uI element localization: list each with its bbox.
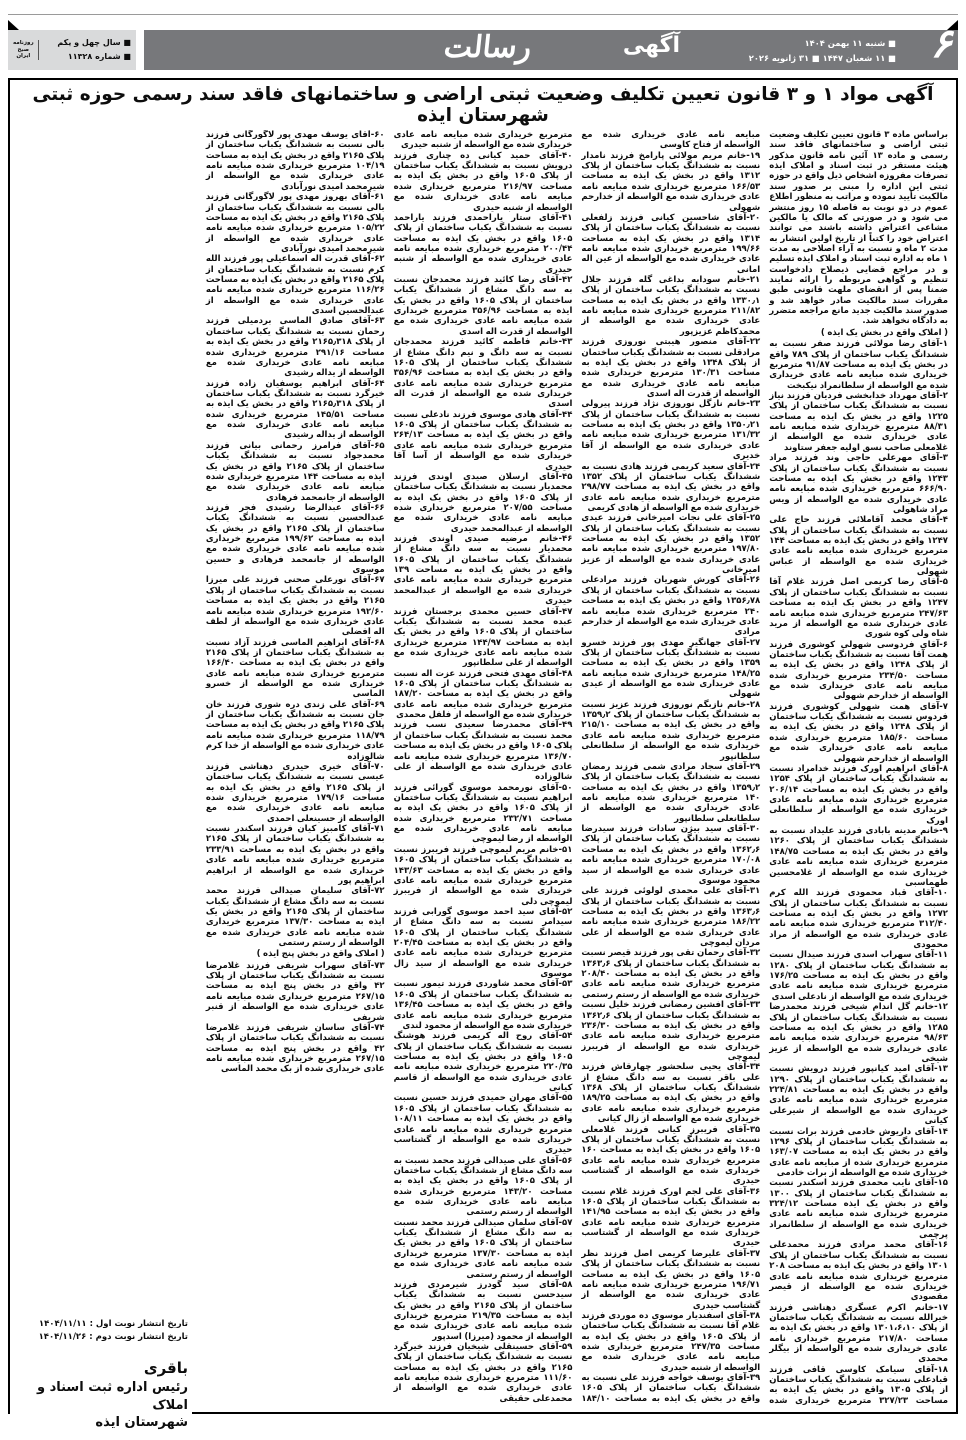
signatory-name: باقری xyxy=(143,1359,188,1378)
notice-entry: ۵۲-آقای سید احمد موسوی گورابی فرزند سیدامر نسبت به سه دانگ مشاع از ششدانگ یکباب ساختمان از پلاک ۱۶۰۵ واقع در بخش یک ایذه به مساحت ۲۰۴/۴۵ مترمربع خریداری شده مبایعه نامه عادی خریداری شده مع الواسطه از سید زال موسوی xyxy=(393,906,573,980)
notice-entry: ۳-آقای مهرعلی حاجی وند فرزند مراد نسبت به ششدانگ یکباب ساختمان از پلاک ۱۲۴۳ واقع در بخش یک ایذه به مساحت ۶۶۶/۹۰ مترمربع خریداری شده مبایعه نامه عادی خریداری شده مع الواسطه از ویس مراد شاهولی xyxy=(769,453,948,515)
notice-entry: ۶۸-آقای ابراهیم الماسی فرزند آزاد نسبت به ششدانگ یکباب ساختمان از پلاک ۲۱۶۵ واقع در بخش یک ایذه به مساحت ۱۶۶/۴۰ مترمربع خریداری شده مبایعه نامه عادی خریداری شده مع الواسطه از خسرو الماسی xyxy=(205,637,385,700)
issue-year: ■ سال چهل و یکم xyxy=(57,38,131,48)
notice-entry: ۳۰-آقای سید بیژن سادات فرزند سیدرضا نسبت به ششدانگ یکباب ساختمان از پلاک ۱۳۶۲٫۶ واقع در بخش یک ایذه به مساحت ۱۷۰/۰۸ مترمربع خریداری شده مبایعه نامه عادی خریداری شده مع الواسطه از سید محمود موسوی xyxy=(581,824,761,886)
notice-entry: ۶۲-آقای قدرت اله اسماعیلی پور فرزند الله کرم نسبت به ششدانگ یکباب ساختمان از پلاک ۲۱۶۵ واقع در بخش یک ایذه به مساحت ۱۱۶/۲۶ مترمربع خریداری شده مبایعه نامه عادی خریداری شده مع الواسطه از عبدالحسین اسدی xyxy=(205,254,385,317)
notice-entry: ۹-خانم مدینه بابادی فرزند علیداد نسبت به ششدانگ یکباب ساختمان از پلاک ۱۲۶۰ واقع در بخش یک ایذه به مساحت ۱۴۸/۷۵ مترمربع خریداری شده مبایعه نامه عادی خریداری شده مع الواسطه از غلامحسین طهماسبی xyxy=(769,826,948,888)
notice-entry: ۱۷-خانم اکرم عسگری دهناشی فرزند خیرالله نسبت به ششدانگ یکباب ساختمان از پلاک ۱۳۰۱،۶،۱۰ واقع در بخش یک ایذه به مساحت ۲۱۷/۸۰ مترمربع خریداری نامه عادی خریداری شده مع الواسطه از بیگلر محمدی xyxy=(769,1302,948,1365)
brand-mini-logo: روزنامه صبح ایران xyxy=(13,40,39,61)
notice-entry: ۵۸-آقای سید گودرز شیرمردی فرزند سیدحسن نسبت به ششدانگ یکباب ساختمان از پلاک ۲۱۶۵ واقع در بخش یک ایذه به مساحت ۲۱۹/۳۵ مترمربع خریداری شده مبایعه نامه عادی خریداری شده مع الواسطه از محمود (میرزا) اسدپور xyxy=(393,1279,573,1342)
notice-entry: ۳۹-آقای یوسف خواجه فرزند علی نسبت به ششدانگ یکباب ساختمان از پلاک ۱۶۰۵ واقع در بخش یک ایذه به مساحت ۱۸۴/۱۰ مترمربع خریداری شده مبایعه نامه عادی خریداری شده مع الواسطه از شنبه حیدری xyxy=(393,130,761,1404)
notice-entry: ۴۲-آقای رضا کائید فرزند محمدجان نسبت به سه دانگ مشاع از ششدانگ یکباب ساختمان از پلاک ۱۶۰۵ واقع در بخش یک ایذه به مساحت ۳۵۶/۹۶ مترمربع خریداری شده مبایعه نامه عادی خریداری شده مع الواسطه از قدرت اله اسدی xyxy=(393,275,573,337)
notice-entry: ۳۶-آقای علی لجم اورک فرزند غلام نسبت به ششدانگ یکباب ساختمان از پلاک ۱۶۰۵ واقع در بخش یک ایذه به مساحت ۱۴۱/۹۵ مترمربع خریداری شده مبایعه نامه عادی خریداری شده مع الواسطه از گشتاسب حیدری xyxy=(581,1186,761,1249)
notice-entry: ۱۹-خانم مریم مولائی پارامخ فرزند نامدار نسبت به ششدانگ یکباب ساختمان از پلاک ۱۳۱۲ واقع در بخش یک ایذه به مساحت ۱۶۶/۵۳ مترمربع خریداری شده مبایعه نامه عادی خریداری شده مع الواسطه از خدارحم شهولی xyxy=(581,150,761,213)
notice-entry: ۷۳-آقای سهراب شریفی فرزند غلامرضا نسبت به ششدانگ یکباب ساختمان از پلاک ۴۲ واقع در بخش پنج ایذه به مساحت ۲۶۷/۱۵ مترمربع خریداری شده مبایعه نامه عادی خریداری شده مع الواسطه از قنبر شریفی xyxy=(205,960,385,1023)
notice-entry: ۳۱-آقای علی محمدی لولوئی فرزند علی نسبت به ششدانگ یکباب ساختمان از پلاک ۱۳۶۳٫۶ واقع در بخش یک ایذه به مساحت ۱۸۶/۲۲ مترمربع خریداری شده مبایعه نامه عادی خریداری شده مع الواسطه از علی مردان لیموچی xyxy=(581,886,761,949)
notice-entry: ۲۵-آقای علی نجات امیرخانی فرزند عیدی نسبت به ششدانگ یکباب ساختمان از پلاک ۱۳۵۲ واقع در بخش یک ایذه به مساحت ۱۹۷/۸۰ مترمربع خریداری شده مبایعه نامه عادی خریداری شده مع الواسطه از عزیز امیرخانی xyxy=(581,513,761,576)
notice-entry: ۶۴-آقای ابراهیم یوسفیان زاده فرزند خیرگرد نسبت به ششدانگ یکباب ساختمان از پلاک ۲۱۶۵٫۳۱۸ واقع در بخش یک ایذه به مساحت ۱۴۵/۵۱ مترمربع خریداری شده مبایعه نامه عادی خریداری شده مع الواسطه از یداله رشیدی xyxy=(205,378,385,441)
notice-entry: ۲۶-آقای کورش شهریان فرزند مرادعلی نسبت به ششدانگ یکباب ساختمان از پلاک ۱۳۵۶٫۷۸ واقع در بخش یک ایذه به مساحت ۲۴۰ مترمربع خریداری شده مبایعه نامه عادی خریداری شده مع الواسطه از خدارحم مرادی xyxy=(581,575,761,638)
notice-entry: ۳۳-آقای افشین رمضانی فرزند خلیل نسبت به ششدانگ یکباب ساختمان از پلاک ۱۳۶۲٫۶ واقع در بخش یک ایذه به مساحت ۲۳۶/۳۰ مترمربع خریداری شده مبایعه نامه عادی خریداری شده مع الواسطه از فریبرز لیموچی xyxy=(581,1000,761,1062)
notice-entry: ۴۸-آقای مهدی فتحی فرزند عزت اله نسبت به ششدانگ یکباب ساختمان از پلاک ۱۶۰۵ واقع در بخش یک ایذه به مساحت ۱۸۷/۲۰ مترمربع خریداری شده مبایعه نامه عادی خریداری شده مع الواسطه از فلفل محمدی xyxy=(393,668,573,721)
notice-entry: ۱۱-آقای سهراب اسدی فرزند صیدال نسبت به ششدانگ یکباب ساختمان از پلاک ۱۲۸۰ واقع در بخش یک ایذه به مساحت ۱۷۶/۲۵ مترمربع خریداری شده مبایعه نامه عادی خریداری شده مع الواسطه از نادعلی اسدی xyxy=(769,950,948,1002)
notice-entry: ۲۰-آقای شاحسین کیانی فرزند زلفعلی نسبت به ششدانگ یکباب ساختمان از پلاک ۱۳۱۴ واقع در بخش یک ایذه به مساحت ۱۹۹/۶۶ مترمربع خریداری شده مبایعه نامه عادی خریداری شده مع الواسطه از عین اله امانی xyxy=(581,212,761,275)
notice-entry: ۲-آقای مهرداد خدابخشی فردیان فرزند نیاز نسبت به ششدانگ یکباب ساختمان از پلاک ۱۲۲۵ واقع در بخش یک ایذه به مساحت ۸۸/۳۱ مترمربع خریداری شده مبایعه نامه عادی خریداری شده مع الواسطه از غلامعلی صاحب نسق اولیه جعفر ستاوند xyxy=(769,390,948,453)
notice-entry: ۴-آقای محمد آقاملائی فرزند حاج علی نسبت به ششدانگ یکباب ساختمان از پلاک ۱۲۴۷ واقع در بخش یک ایذه به مساحت ۱۴۴ مترمربع خریداری شده مبایعه نامه عادی خریداری شده مع الواسطه از عباس شهولی xyxy=(769,515,948,578)
notice-entry: ۱۰-آقای قباد محمودی فرزند الله کرم نسبت به ششدانگ یکباب ساختمان از پلاک ۱۲۷۲ واقع در بخش یک ایذه به مساحت ۳۱۲/۴۰ مترمربع خریداری شده مبایعه نامه عادی خریداری شده مع الواسطه از مراد محمودی xyxy=(769,888,948,951)
notice-entry: ۷۱-آقای کامبیز کیان فرزند اسکندر نسبت به ششدانگ یکباب ساختمان از پلاک ۲۱۶۵ واقع در بخش یک ایذه به مساحت ۲۳۳/۹۱ مترمربع خریداری شده مبایعه نامه عادی خریداری شده مع الواسطه از ابراهیم ابراهیم پور xyxy=(205,824,385,886)
notice-entry: ۲۲-آقای منصور هیبتی نوروزی فرزند مرادقلی نسبت به ششدانگ یکباب ساختمان از پلاک ۱۳۴۸ واقع در بخش یک ایذه به مساحت ۱۳۰/۳۱ مترمربع خریداری شده مبایعه نامه عادی خریداری شده مع الواسطه از قدرت اله اسدی xyxy=(581,337,761,399)
issue-box xyxy=(8,30,136,70)
legal-notice-text xyxy=(18,130,948,1414)
notice-title: آگهی مواد ۱ و ۳ قانون تعیین تکلیف وضعیت ثبتی اراضی و ساختمانهای فاقد سند رسمی حوزه ثبتی شهرستان ایذه xyxy=(32,84,934,126)
notice-entry: ۵۰-آقای نورمحمد موسوی گورائی فرزند ابراهیم نسبت به ششدانگ یکباب ساختمان از پلاک ۱۶۰۵ واقع در بخش یک ایذه به مساحت ۲۳۲/۷۱ مترمربع خریداری شده مبایعه نامه عادی خریداری شده مع الواسطه از رضا لیموچی xyxy=(393,782,573,845)
date-shamsi: ■ شنبه ۱۱ بهمن ۱۴۰۴ xyxy=(804,38,896,48)
issue-info xyxy=(57,36,131,63)
notice-entry: ۸-آقای ابراهیم اورک فرزند خدامراد نسبت به ششدانگ یکباب ساختمان از پلاک ۱۲۵۴ واقع در بخش یک ایذه به مساحت ۲۰۶/۱۴ مترمربع خریداری شده مبایعه نامه عادی خریداری شده مع الواسطه از سلطانعلی اورک xyxy=(769,763,948,826)
notice-entry: ۳۲-آقای رحمان تقی پور فرزند قیصر نسبت به ششدانگ یکباب ساختمان از پلاک ۱۳۶۳٫۶ واقع در بخش یک ایذه به مساحت ۲۰۸/۴۰ مترمربع خریداری شده مبایعه نامه عادی خریداری شده مع الواسطه از رستم رستمی xyxy=(581,948,761,1000)
notice-entry: ۳۴-آقای یحیی سلحشور چهارقاش فرزند علی باقر نسبت به سه دانگ مشاع از ششدانگ یکباب ساختمان از پلاک ۱۳۶۸ واقع در بخش یک ایذه به مساحت ۱۸۹/۲۵ مترمربع خریداری شده مبایعه نامه عادی خریداری شده مع الواسطه از زال کیانی xyxy=(581,1062,761,1125)
notice-entry: ۴۰-آقای حمید کیانی ده چناری فرزند درویش نسبت به ششدانگ یکباب ساختمان از پلاک ۱۶۰۵ واقع در بخش یک ایذه به مساحت ۲۱۶/۹۷ مترمربع خریداری شده مبایعه نامه عادی خریداری شده مع الواسطه از شنبه حیدری xyxy=(393,150,573,213)
notice-entry: ۴۴-آقای هادی موسوی فرزند نادعلی نسبت به ششدانگ یکباب ساختمان از پلاک ۱۶۰۵ واقع در بخش یک ایذه به مساحت ۲۶۴/۱۳ مترمربع خریداری شده مبایعه نامه عادی خریداری شده مع الواسطه از آسا آقا حیدری xyxy=(393,409,573,472)
notice-entry: ۵۱-خانم مریم لیموچی فرزند فریبرز نسبت به ششدانگ یکباب ساختمان از پلاک ۱۶۰۵ واقع در بخش یک ایذه به مساحت ۱۴۳/۶۳ مترمربع خریداری شده مبایعه نامه عادی خریداری شده مع الواسطه از فریبرز لیموچی دلی xyxy=(393,844,573,907)
notice-entry: ۲۸-خانم نازبگم نوروزی فرزند عزیز نسبت به ششدانگ یکباب ساختمان از پلاک ۱۳۵۹٫۲ واقع در بخش یک ایذه به مساحت ۲۱۵/۱۰ مترمربع خریداری شده مبایعه نامه عادی خریداری شده مع الواسطه از سلطانعلی سلطانپور xyxy=(581,699,761,762)
notice-entry: ۶۳-آقای صادق الماسی بردمیلی فرزند رحمان نسبت به ششدانگ یکباب ساختمان از پلاک ۲۱۶۵٫۳۱۸ واقع در بخش یک ایذه به مساحت ۲۹۱/۱۶ مترمربع خریداری شده مبایعه نامه عادی خریداری شده مع الواسطه از یداله رشیدی xyxy=(205,316,385,379)
page-number: ۶ xyxy=(930,21,952,67)
notice-entry: ۵۴-آقای روح اله کریمی فرزند هوشنگ نسبت به ششدانگ یکباب ساختمان از پلاک ۱۶۰۵ واقع در بخش یک ایذه به مساحت ۲۲۰/۳۵ مترمربع خریداری شده مبایعه نامه عادی خریداری شده مع الواسطه از قاسم کیانی xyxy=(393,1031,573,1094)
notice-entry: ۷۴-آقای ساسان شریفی فرزند غلامرضا نسبت به ششدانگ یکباب ساختمان از پلاک ۴۲ واقع در بخش پنج ایذه به مساحت ۲۶۷/۱۵ مترمربع خریداری شده مبایعه نامه عادی خریداری شده از بک محمد الماسی xyxy=(205,1022,385,1075)
notice-entry: ۴۹-آقای محمدرضا سعیدی نسب فرزند محمد نسبت به ششدانگ یکباب ساختمان از پلاک ۱۶۰۵ واقع در بخش یک ایذه به مساحت ۱۳۶/۷۰ مترمربع خریداری شده مبایعه نامه عادی خریداری شده مع الواسطه از علی شالوزاده xyxy=(393,720,573,783)
notice-entry: ۶۱-آقای بهروز مهدی پور لاگورگانی فرزند بالی نسبت به ششدانگ یکباب ساختمان از پلاک ۲۱۶۵ واقع در بخش یک ایذه به مساحت ۱۰۵/۲۲ مترمربع خریداری شده مبایعه نامه عادی خریداری شده مع الواسطه از شیرمحمد امیدی نورآبادی xyxy=(205,192,385,254)
notice-entry: ۶۶-آقای عبدالرضا رشیدی فجر فرزند عبدالحسین نسبت به ششدانگ یکباب ساختمان از پلاک ۲۱۶۵ واقع در بخش یک ایذه به مساحت ۱۹۹/۶۲ مترمربع خریداری شده مبایعه نامه عادی خریداری شده مع الواسطه از جانمحمد فرهادی و حسین موسوی xyxy=(205,502,385,576)
issue-number: ■ شماره ۱۱۳۲۸ xyxy=(67,52,131,61)
notice-entry: ۲۹-آقای سجاد مرادی شمی فرزند رمضان نسبت به ششدانگ یکباب ساختمان از پلاک ۱۳۵۹٫۲ واقع در بخش یک ایذه به مساحت ۱۴۰ مترمربع خریداری شده مبایعه نامه عادی خریداری شده مع الواسطه از سلطانعلی سلطانپور xyxy=(581,761,761,824)
date-hijri-gregorian: ■ ۱۱ شعبان ۱۴۴۷ ■ ۳۱ ژانویه ۲۰۲۶ xyxy=(748,52,896,63)
publish-date-first: تاریخ انتشار نوبت اول : ۱۴۰۴/۱۱/۱۱ xyxy=(38,1318,188,1329)
notice-entry: ۲۴-آقای سعید کریمی فرزند هادی نسبت به ششدانگ یکباب ساختمان از پلاک ۱۳۵۲ واقع در بخش یک ایذه به مساحت ۲۹۸/۷۷ مترمربع خریداری شده مبایعه نامه عادی خریداری شده مع الواسطه از هادی کریمی xyxy=(581,461,761,513)
notice-entry: ۴۵-آقای ارسلان صیدی اوندی فرزند محمدیار نسبت به ششدانگ یکباب ساختمان از پلاک ۱۶۰۵ واقع در بخش یک ایذه به مساحت ۲۰۷/۵۵ مترمربع خریداری شده مبایعه نامه عادی خریداری شده مع الواسطه از عبدالمحمد حیدری xyxy=(393,471,573,534)
section-header: ( املاک واقع در بخش یک ایذه ) xyxy=(820,327,948,338)
notice-entry: ۵۹-آقای حسینقلی شیخیان فرزند خیرگرد نسبت به ششدانگ یکباب ساختمان از پلاک ۲۱۶۵ واقع در بخش یک ایذه به مساحت ۱۱۱/۶۰ مترمربع خریداری شده مبایعه نامه عادی خریداری شده مع الواسطه از محمدعلی حقیقی xyxy=(393,1342,573,1404)
notice-entry: ۱۵-آقای نایب محمدی فرزند اسکندر نسبت به ششدانگ یکباب ساختمان از پلاک ۱۳۰۰ واقع در بخش یک ایذه مساحت ۳۲۴/۱۲ مترمربع خریداری شده مبایعه نامه عادی خریداری شده مع الواسطه از سلطانمراد پرچمی xyxy=(769,1178,948,1241)
notice-entry: ۱۴-آقای داریوش خادمی فرزند برات نسبت به ششدانگ یکباب ساختمان از پلاک ۱۲۹۶ واقع در بخش یک ایذه به مساحت ۱۶۳/۰۷ مترمربع خریداری شده از مبایعه نامه عادی خریداری شده مع الواسطه از برات خادمی xyxy=(769,1126,948,1178)
signatory-region: شهرستان ایذه xyxy=(95,1415,188,1431)
notice-entry: ۱۲-خانم گل اندام شیخی فرزند محمدرضا نسبت به ششدانگ یکباب ساختمان از پلاک ۱۲۸۵ واقع در بخش یک ایذه به مساحت ۹۸/۶۳ مترمربع خریداری شده مبایعه نامه عادی خریداری شده مع الواسطه از عزیز شیخی xyxy=(769,1002,948,1064)
notice-entry: ۶-آقای فردوسی شهولی کوشوری فرزند همت آقا نسبت به ششدانگ یکباب ساختمان از پلاک ۱۲۴۸ واقع در بخش یک ایذه به مساحت ۲۳۴/۵۰ مترمربع خریداری شده مبایعه نامه عادی خریداری شده مع الواسطه از خدارحم شهولی xyxy=(769,639,948,702)
notice-entry: ۴۱-آقای ستار یاراحمدی فرزند یاراحمد نسبت به ششدانگ یکباب ساختمان از پلاک ۱۶۰۵ واقع در بخش یک ایذه به مساحت ۲۰۰/۴۴ مترمربع خریداری شده مبایعه نامه عادی خریداری شده مع الواسطه از شنبه حیدری xyxy=(393,212,573,275)
publish-date-second: تاریخ انتشار نوبت دوم : ۱۴۰۴/۱۱/۲۶ xyxy=(38,1331,188,1342)
notice-entry: ۶۷-آقای نورعلی صحنی فرزند علی میرزا نسبت به ششدانگ یکباب ساختمان از پلاک ۲۱۶۵ واقع در بخش یک ایذه به مساحت ۱۹۲/۶۰ مترمربع خریداری شده مبایعه نامه عادی خریداری شده مع الواسطه از لطف اله افضلی xyxy=(205,575,385,638)
section-header: ( املاک واقع در بخش پنج ایذه ) xyxy=(256,949,385,960)
newspaper-logo: رسالت xyxy=(442,30,534,65)
signatory-title: رئیس اداره ثبت اسناد و املاک xyxy=(36,1380,188,1413)
date-block xyxy=(749,36,896,65)
notice-entry: ۱۸-آقای سیامک کاوسی قافی فرزند قبادعلی نسبت به ششدانگ یکباب ساختمان از پلاک ۱۳۰۵ واقع در بخش یک ایذه به مساحت ۳۲۷/۲۳ مترمربع خریداری شده مبایعه نامه عادی خریداری شده مع الواسطه از فتاح کاوسی xyxy=(581,130,948,1406)
notice-entry: ۲۷-آقای جهانگیر مهدی پور فرزند خسرو نسبت به ششدانگ یکباب ساختمان از پلاک ۱۳۵۹ واقع در بخش یک ایذه به مساحت ۱۴۸/۲۵ مترمربع خریداری شده مبایعه نامه عادی خریداری شده مع الواسطه از عیدی شهولی xyxy=(581,637,761,700)
notice-entry: ۶۹-آقای علی زندی دره شوری فرزند خان جان نسبت به ششدانگ یکباب ساختمان از پلاک ۲۱۶۵ واقع در بخش یک ایذه به مساحت ۱۱۸/۷۹ مترمربع خریداری شده مبایعه نامه عادی خریداری شده مع الواسطه از خدا کرم شالوزاده xyxy=(205,699,385,762)
notice-entry: ۵۵-آقای مهران حمیدی فرزند حسین نسبت به ششدانگ یکباب ساختمان از پلاک ۱۶۰۵ واقع در بخش یک ایذه به مساحت ۱۰۸/۱۱ مترمربع خریداری شده مبایعه نامه عادی خریداری شده مع الواسطه از گشتاسب حیدری xyxy=(393,1093,573,1156)
section-title: آگهی xyxy=(622,33,680,58)
notice-entry: ۱۶-آقای محمد مرادی فرزند محمدعلی نسبت به ششدانگ یکباب ساختمان از پلاک ۱۳۰۱ واقع در بخش یک ایذه به مساحت ۲۰۸ مترمربع خریداری شده مبایعه نامه عادی خریداری شده مع الواسطه از قیصر مقصودی xyxy=(769,1240,948,1303)
notice-entry: ۳۸-آقای اسفندیار موسوی ده موردی فرزند غلام آقا نسبت به ششدانگ یکباب ساختمان از پلاک ۱۶۰۵ واقع در بخش یک ایذه به مساحت ۲۴۷/۳۵ مترمربع خریداری شده مبایعه نامه عادی خریداری شده مع الواسطه از شنبه حیدری xyxy=(581,1310,761,1373)
notice-entry: براساس ماده ۳ قانون تعیین تکلیف وضعیت ثبتی اراضی و ساختمانهای فاقد سند رسمی و ماده ۱۳ آئین نامه قانون مذکور هیئت مستقر در ثبت اسناد و املاک ایذه تصرفات مفروزه اشخاص ذیل واقع در حوزه ثبتی این اداره را مبنی بر صدور سند مالکیت تأیید نموده و مراتب به منظور اطلاع عموم در دو نوبت به فاصله ۱۵ روز منتشر می شود و در صورتی که مالک یا مالکین مشاعی اعتراض داشته باشند می توانند اعتراض خود را کتباً از تاریخ اولین انتشار به مدت ۲ ماه و نسبت به آراء اصلاحی به مدت ۱ ماه به اداره ثبت اسناد و املاک ایذه تسلیم و در مراجع قضایی ذیصلاح دادخواست تنظیم و گواهی مربوطه را ارائه نمایند ضمنا پس از انقضای ملهت قانونی طبق مقررات سند مالکیت صادر خواهد شد و صدور سند مالکیت جدید مانع مراجعه متضرر به دادگاه نخواهد شد. xyxy=(769,130,948,327)
notice-entry: ۴۶-خانم مرضیه صیدی اوندی فرزند محمدیار نسبت به سه دانگ مشاع از ششدانگ یکباب ساختمان از پلاک ۱۶۰۵ واقع در بخش یک ایذه به مساحت ۱۳۹ مترمربع خریداری شده مبایعه نامه عادی خریداری شده مع الواسطه از عبدالمحمد حیدری xyxy=(393,534,573,607)
notice-entry: ۱-آقای رضا مولائی فرزند صفر نسبت به ششدانگ یکباب ساختمان از پلاک ۷۸۹ واقع در بخش یک ایذه به مساحت ۹۱/۸۷ مترمربع خریداری شده مبایعه نامه عادی خریداری شده مع الواسطه از سلطانمراد نیکبخت xyxy=(769,339,948,391)
notice-entry: ۵-آقای رضا کریمی اصل فرزند غلام آقا نسبت به ششدانگ یکباب ساختمان از پلاک ۱۲۴۷ واقع در بخش یک ایذه به مساحت ۲۴۷/۶۳ مترمربع خریداری شده مبایعه نامه عادی خریداری شده مع الواسطه از مرید شاه ولی کوه شوری xyxy=(769,577,948,640)
notice-entry: ۶۵-آقای فرامرز رحمانی بیانی فرزند محمدجواد نسبت به ششدانگ یکباب ساختمان از پلاک ۲۱۶۵ واقع در بخش یک ایذه به مساحت ۱۴۴ مترمربع خریداری شده مبایعه نامه عادی خریداری شده مع الواسطه از جانمحمد فرهادی xyxy=(205,440,385,503)
notice-entry: ۶۰-آقای یوسف مهدی پور لاگورگانی فرزند بالی نسبت به ششدانگ یکباب ساختمان از پلاک ۲۱۶۵ واقع در بخش یک ایذه به مساحت ۱۰۴/۱۹ مترمربع خریداری شده مبایعه نامه عادی خریداری شده مع الواسطه از شیرمحمد امیدی نورآبادی xyxy=(205,130,385,192)
notice-entry: ۴۳-خانم فاطمه کائید فرزند محمدجان نسبت به سه دانگ و نیم دانگ مشاع از ششدانگ یکباب ساختمان از پلاک ۱۶۰۵ واقع در بخش یک ایذه به مساحت ۳۵۶/۹۶ مترمربع خریداری شده مبایعه نامه عادی خریداری شده مع الواسطه از قدرت اله اسدی xyxy=(393,337,573,410)
notice-entry: ۷۰-آقای خیری حیدری دهناشی فرزند عیسی نسبت به ششدانگ یکباب ساختمان از پلاک ۲۱۶۵ واقع در بخش یک ایذه به مساحت ۱۷۹/۱۶ مترمربع خریداری شده مبایعه نامه عادی خریداری شده مع الواسطه از حسینعلی احمدی xyxy=(205,761,385,824)
signature-block xyxy=(10,1316,192,1434)
header-bar xyxy=(144,21,958,70)
corner-triangle-left xyxy=(8,20,19,30)
top-rule xyxy=(8,14,958,15)
notice-entry: ۷۲-آقای سلیمان صیدالی فرزند محمد نسبت به سه دانگ مشاع از ششدانگ یکباب ساختمان از پلاک ۲۱۶۵ واقع در بخش یک ایذه به مساحت ۱۳۷/۳۰ مترمربع خریداری شده مبایعه نامه عادی خریداری شده مع الواسطه از رستم رستمی xyxy=(205,886,385,949)
notice-entry: ۱۳-آقای امید کیانپور فرزند درویش نسبت به ششدانگ یکباب ساختمان از پلاک ۱۲۹۰ واقع در بخش یک ایذه به مساحت ۲۲۴/۸۱ مترمربع خریداری شده مبایعه نامه عادی خریداری شده مع الواسطه از شیرعلی کیانی xyxy=(769,1064,948,1127)
notice-entry: ۲۳-خانم نازگل نوروزی نژاد فرزند پیرولی نسبت به ششدانگ یکباب ساختمان از پلاک ۱۳۵۰٫۲۱ واقع در بخش یک ایذه به مساحت ۱۳۱/۳۲ مترمربع خریداری شده مبایعه نامه عادی خریداری شده مع الواسطه از آقا خدیری xyxy=(581,399,761,462)
newspaper-header xyxy=(8,21,958,70)
notice-entry: ۲۱-خانم سودابه بداغی گله فرزند جلال نسبت به ششدانگ یکباب ساختمان از پلاک ۱۳۳۰٫۱ واقع در بخش یک ایذه به مساحت ۲۱۱/۸۲ مترمربع خریداری شده مبایعه نامه عادی خریداری شده مع الواسطه از محمدکاظم عزیزپور xyxy=(581,275,761,337)
notice-entry: ۵۷-آقای سلمان صیدالی فرزند محمد نسبت به سه دانگ مشاع از ششدانگ یکباب ساختمان از پلاک ۱۶۰۵ واقع در بخش یک ایذه به مساحت ۱۳۷/۳۰ مترمربع خریداری شده مبایعه نامه عادی خریداری شده مع الواسطه از رستم رستمی xyxy=(393,1217,573,1280)
notice-entry: ۴۷-آقای حسین محمدی برجستان فرزند عبده محمد نسبت به ششدانگ یکباب ساختمان از پلاک ۱۶۰۵ واقع در بخش یک ایذه به مساحت ۱۴۴/۹۷ مترمربع خریداری شده مبایعه نامه عادی خریداری شده مع الواسطه از علی سلطانپور xyxy=(393,606,573,669)
notice-entry: ۳۵-آقای فریبرز کیانی فرزند غلامعلی نسبت به ششدانگ یکباب ساختمان از پلاک ۱۶۰۵ واقع در بخش یک ایذه به مساحت ۱۶۰ مترمربع خریداری شده مبایعه نامه عادی خریداری شده مع الواسطه از گشتاسب حیدری xyxy=(581,1124,761,1187)
notice-box xyxy=(8,78,958,1414)
notice-entry: ۵۶-آقای علی صیدالی فرزند محمد نسبت به سه دانگ مشاع از ششدانگ یکباب ساختمان از پلاک ۱۶۰۵ واقع در بخش یک ایذه به مساحت ۱۴۳/۲۰ مترمربع خریداری شده مبایعه نامه عادی خریداری شده مع الواسطه از رستم رستمی xyxy=(393,1155,573,1218)
notice-entry: ۳۷-آقای علیرضا کریمی اصل فرزند نظر نسبت به ششدانگ یکباب ساختمان از پلاک ۱۶۰۵ واقع در بخش یک ایذه به مساحت ۱۹۶/۷۱ مترمربع خریداری شده مبایعه نامه عادی خریداری شده مع الواسطه از گشتاسب حیدری xyxy=(581,1248,761,1311)
notice-entry: ۵۳-آقای محمد شاوردی فرزند تیمور نسبت به ششدانگ یکباب ساختمان از پلاک ۱۶۰۵ واقع در بخش یک ایذه به مساحت ۱۳۶/۴۵ مترمربع خریداری شده مبایعه نامه عادی خریداری شده مع الواسطه از محمود لندی xyxy=(393,979,573,1031)
notice-entry: ۷-آقای همت شهولی کوشوری فرزند فردوس نسبت به ششدانگ یکباب ساختمان از پلاک ۱۲۴۸ واقع در بخش یک ایذه به مساحت ۱۸۵/۶۰ مترمربع خریداری شده مبایعه نامه عادی خریداری شده مع الواسطه از خدارحم شهولی xyxy=(769,701,948,764)
